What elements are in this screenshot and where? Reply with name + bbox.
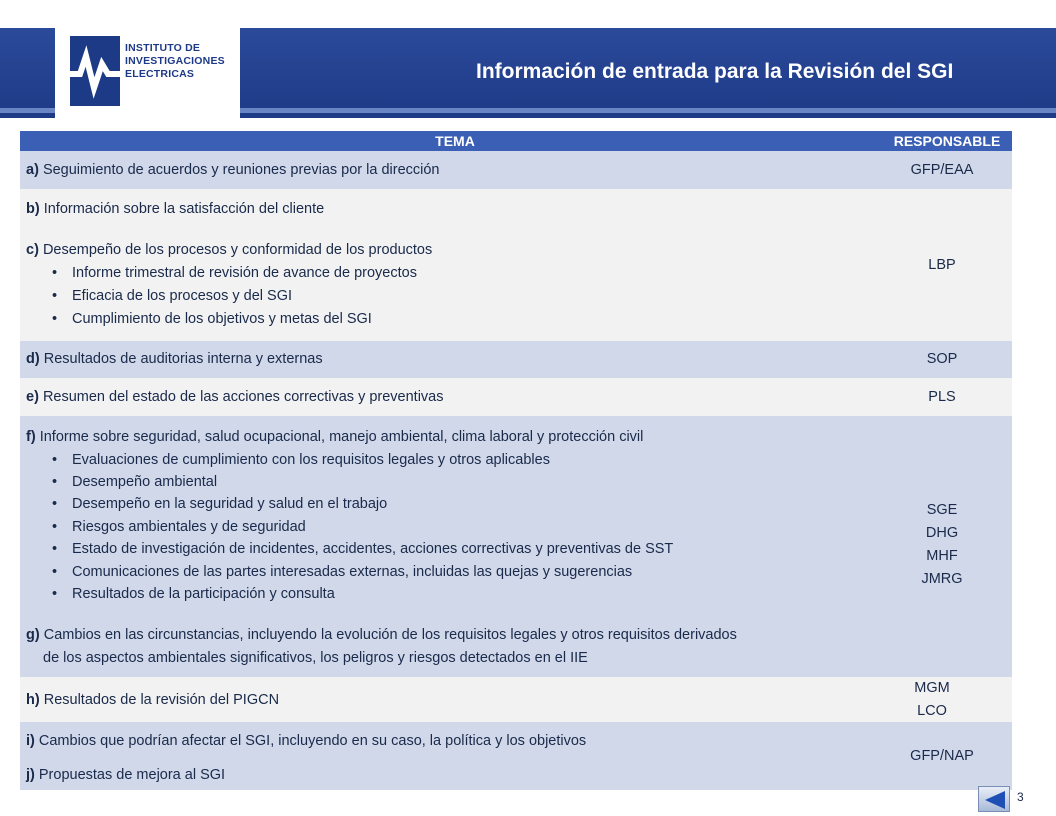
table-row	[20, 341, 1012, 378]
bullet-item: • Resultados de la participación y consulta	[72, 586, 335, 602]
page-number: 3	[1017, 790, 1024, 804]
item-label: f)	[26, 429, 36, 445]
item-label: h)	[26, 692, 40, 708]
logo-text	[125, 42, 225, 81]
bullet-item: • Informe trimestral de revisión de avance de proyectos	[72, 265, 417, 281]
table-row	[20, 722, 1012, 790]
logo-line: ELECTRICAS	[125, 68, 195, 80]
bullet-item: • Riesgos ambientales y de seguridad	[72, 519, 306, 535]
bullet-item: • Desempeño en la seguridad y salud en el trabajo	[72, 496, 387, 512]
item-label: j)	[26, 767, 35, 783]
logo-line: INVESTIGACIONES	[125, 55, 225, 67]
responsible-code: MHF	[926, 548, 958, 564]
table-header	[20, 131, 1012, 151]
item-label: i)	[26, 733, 35, 749]
bullet-item: • Evaluaciones de cumplimiento con los requisitos legales y otros aplicables	[72, 452, 550, 468]
table-row	[20, 416, 1012, 677]
header-topic: TEMA	[435, 133, 475, 149]
page-title: Información de entrada para la Revisión del SGI	[476, 60, 954, 83]
responsible-code: MGM	[914, 680, 950, 696]
item-label: e)	[26, 389, 39, 405]
bullet-item: • Comunicaciones de las partes interesadas externas, incluidas las quejas y sugerencias	[72, 564, 632, 580]
row-responsible: PLS	[928, 389, 956, 405]
responsible-code: DHG	[925, 525, 959, 541]
bullet-item: • Cumplimiento de los objetivos y metas del SGI	[72, 311, 372, 327]
logo-line: INSTITUTO DE	[125, 42, 201, 54]
review-table	[20, 131, 1012, 790]
item-label: a)	[26, 162, 39, 178]
bullet-item: • Estado de investigación de incidentes, accidentes, acciones correctivas y preventivas de SST	[72, 541, 673, 557]
logo	[55, 18, 240, 128]
responsible-code: SGE	[926, 502, 958, 518]
item-text: Cambios que podrían afectar el SGI, incluyendo en su caso, la política y los objetivos	[38, 733, 587, 749]
item-text: Cambios en las circunstancias, incluyendo la evolución de los requisitos legales y otros requisitos derivados	[43, 627, 737, 643]
back-button[interactable]	[978, 786, 1010, 812]
row-responsible: GFP/EAA	[910, 162, 974, 178]
corner	[0, 0, 10, 28]
responsible-code: JMRG	[921, 571, 963, 587]
row-responsible	[862, 677, 1002, 723]
header-responsible: RESPONSABLE	[893, 133, 1001, 149]
item-text: Informe sobre seguridad, salud ocupacional, manejo ambiental, clima laboral y protección civil	[39, 429, 644, 445]
bullet-item: • Desempeño ambiental	[72, 474, 217, 490]
item-label: b)	[26, 201, 40, 217]
bullet-item: • Eficacia de los procesos y del SGI	[72, 288, 292, 304]
row-responsible	[872, 499, 1012, 591]
item-text: Seguimiento de acuerdos y reuniones previas por la dirección	[42, 162, 440, 178]
table-row	[20, 189, 1012, 341]
row-responsible: SOP	[926, 351, 958, 367]
item-label: g)	[26, 627, 40, 643]
row-responsible: LBP	[928, 257, 956, 273]
item-label: d)	[26, 351, 40, 367]
table-row	[20, 151, 1012, 189]
item-text: Información sobre la satisfacción del cliente	[43, 201, 325, 217]
item-text: Propuestas de mejora al SGI	[38, 767, 226, 783]
item-text: Resultados de auditorias interna y externas	[43, 351, 323, 367]
responsible-code: LCO	[917, 703, 947, 719]
table-row	[20, 378, 1012, 416]
item-text: Resultados de la revisión del PIGCN	[43, 692, 280, 708]
left-arrow-icon	[983, 790, 1007, 810]
item-label: c)	[26, 242, 39, 258]
table-row	[20, 677, 1012, 722]
item-text: Resumen del estado de las acciones correctivas y preventivas	[42, 389, 444, 405]
iie-logo-icon	[70, 36, 120, 106]
item-text: Desempeño de los procesos y conformidad de los productos	[42, 242, 433, 258]
row-responsible: GFP/NAP	[910, 748, 974, 764]
item-text-continuation: de los aspectos ambientales significativos, los peligros y riesgos detectados en el IIE	[43, 650, 588, 666]
